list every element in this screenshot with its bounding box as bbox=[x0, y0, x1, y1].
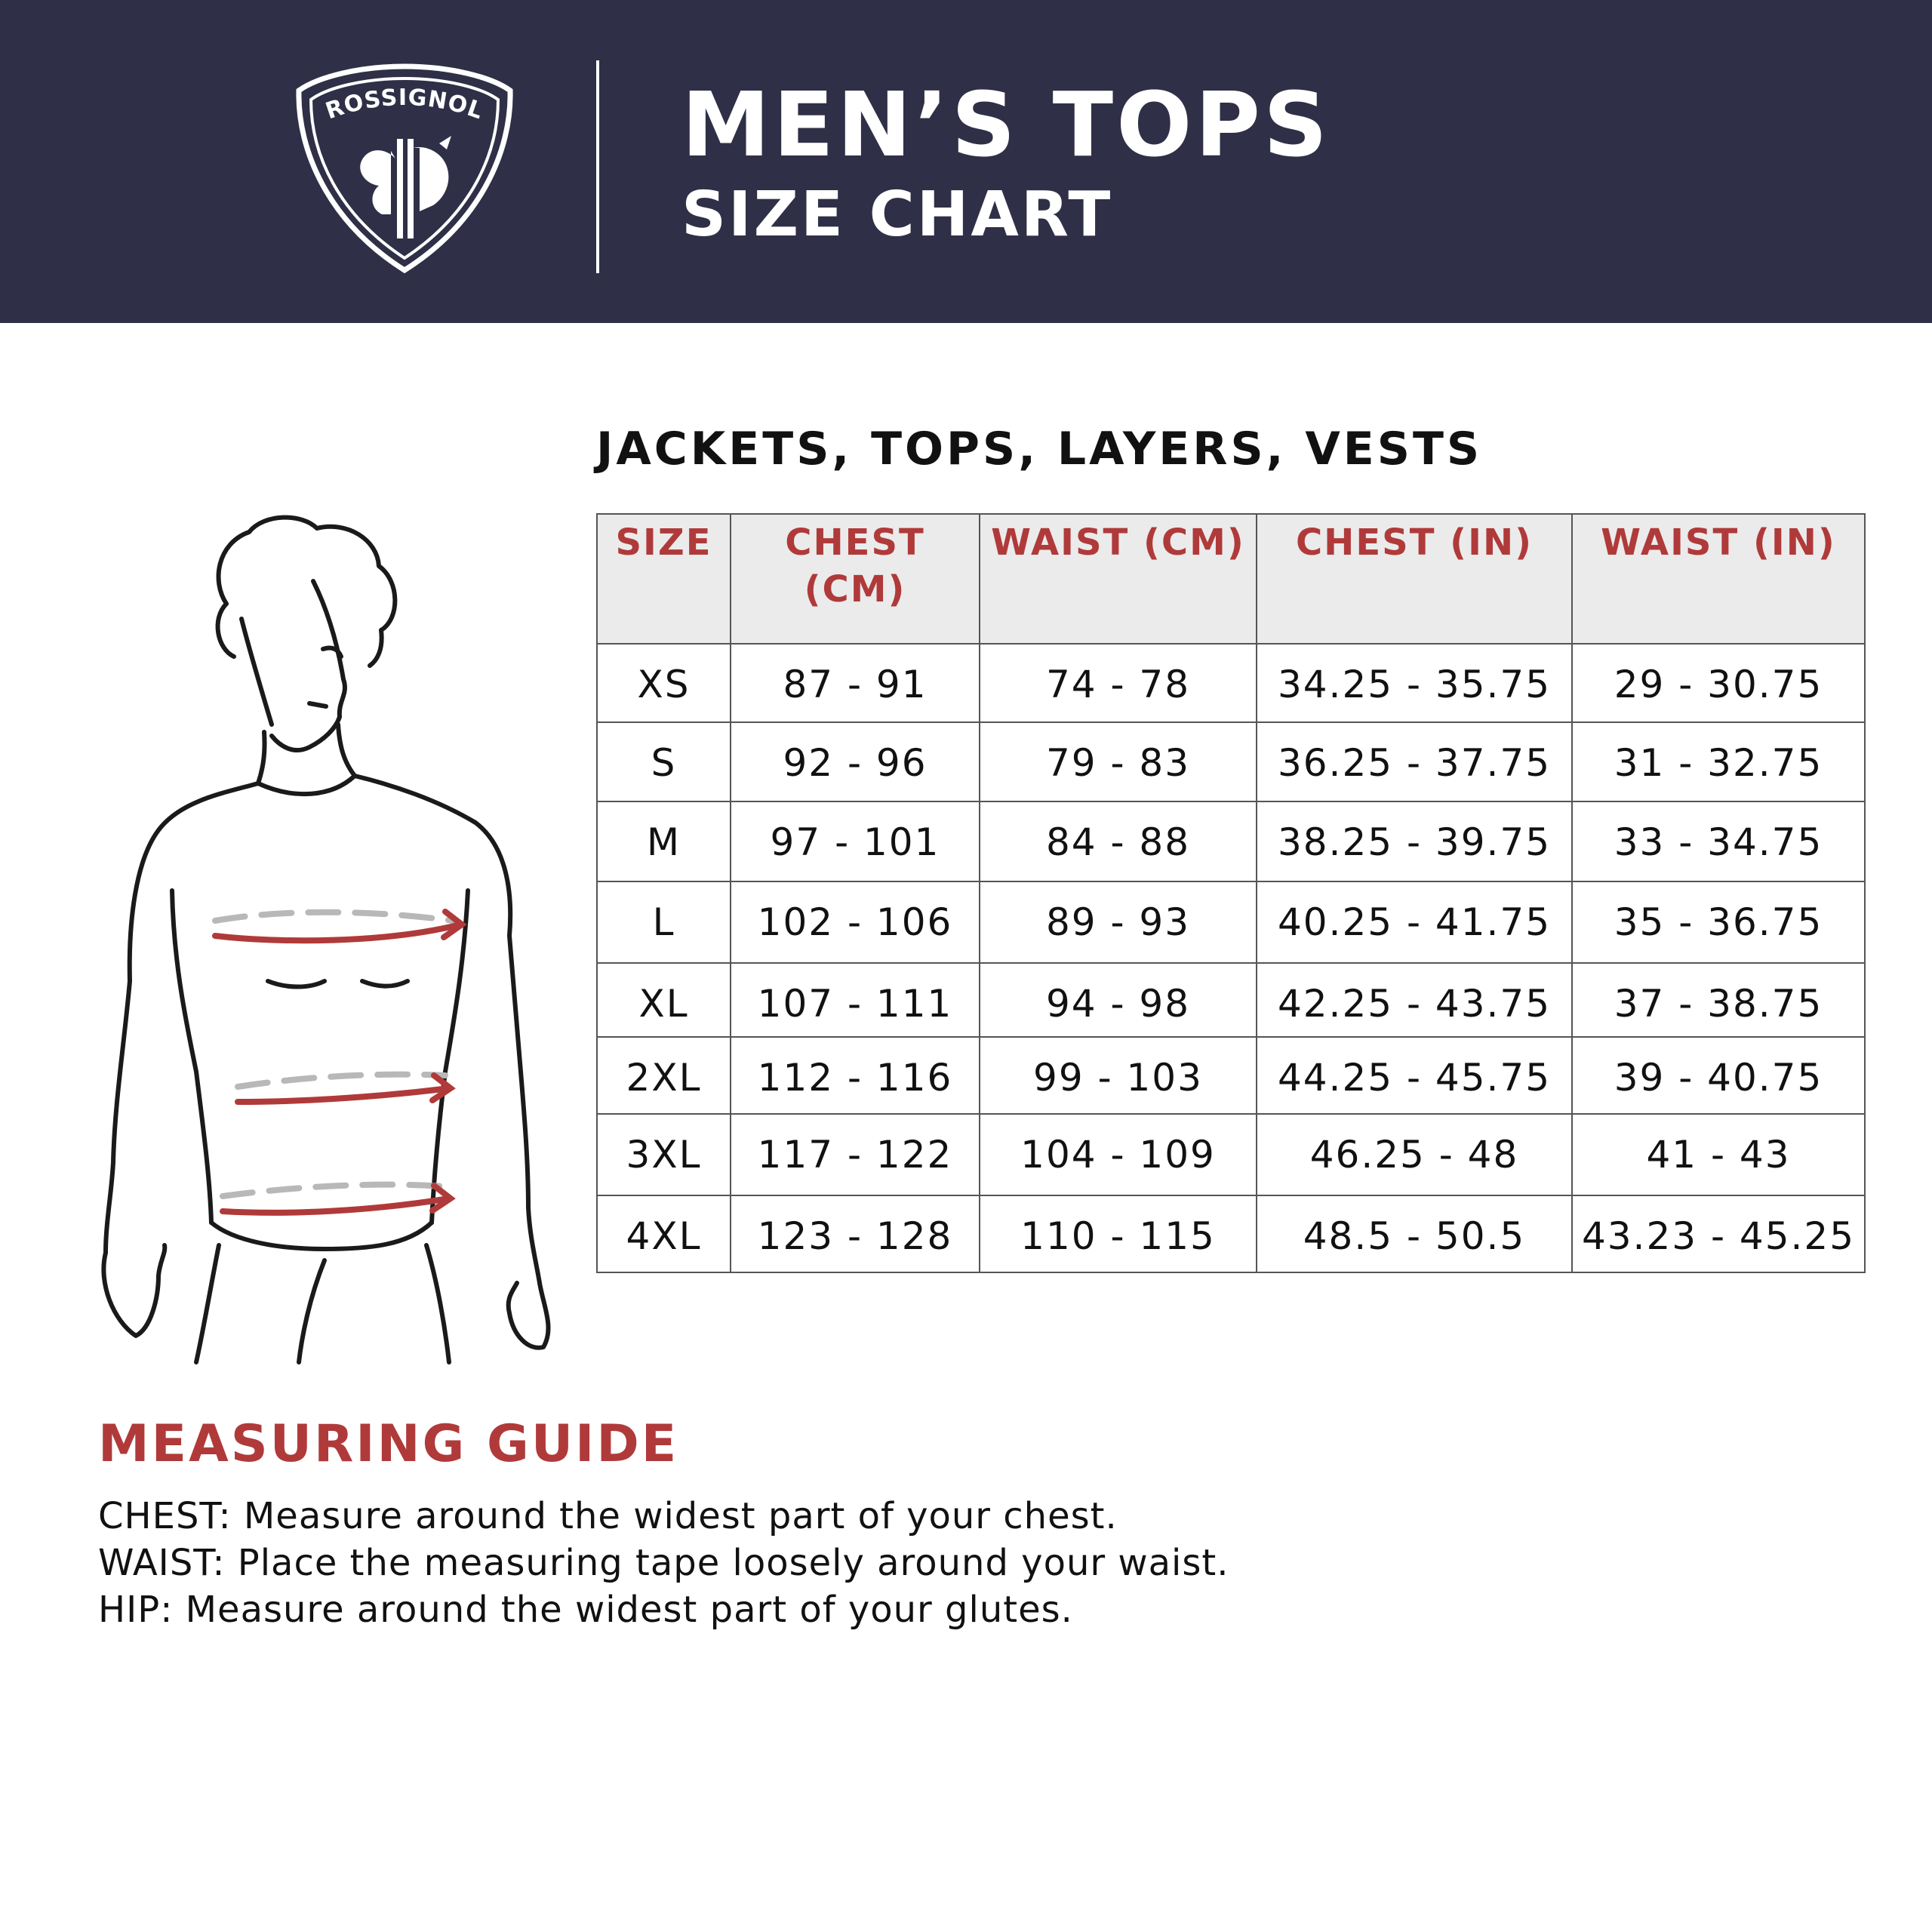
table-row bbox=[597, 1195, 1865, 1272]
table-row bbox=[597, 881, 1865, 963]
cell-waist-in: 37 - 38.75 bbox=[1572, 963, 1865, 1037]
size-table bbox=[596, 513, 1866, 1273]
table-row bbox=[597, 963, 1865, 1037]
cell-chest-cm: 97 - 101 bbox=[731, 801, 980, 881]
cell-size: 3XL bbox=[597, 1114, 731, 1195]
header-banner bbox=[0, 0, 1932, 323]
cell-chest-cm: 87 - 91 bbox=[731, 644, 980, 722]
body-measurement-illustration bbox=[83, 498, 596, 1366]
cell-size: XL bbox=[597, 963, 731, 1037]
cell-waist-in: 35 - 36.75 bbox=[1572, 881, 1865, 963]
page-title: MEN’S TOPS bbox=[681, 72, 1331, 177]
page-subtitle: SIZE CHART bbox=[681, 179, 1113, 251]
cell-chest-cm: 117 - 122 bbox=[731, 1114, 980, 1195]
measuring-guide-title: MEASURING GUIDE bbox=[98, 1414, 679, 1474]
cell-chest-cm: 107 - 111 bbox=[731, 963, 980, 1037]
cell-chest-in: 34.25 - 35.75 bbox=[1257, 644, 1572, 722]
cell-waist-in: 43.23 - 45.25 bbox=[1572, 1195, 1865, 1272]
table-row bbox=[597, 801, 1865, 881]
header-chest-cm: CHEST (CM) bbox=[731, 514, 980, 644]
cell-size: S bbox=[597, 722, 731, 801]
cell-chest-in: 46.25 - 48 bbox=[1257, 1114, 1572, 1195]
table-row bbox=[597, 1037, 1865, 1114]
rossignol-logo bbox=[291, 60, 518, 275]
cell-size: L bbox=[597, 881, 731, 963]
cell-waist-cm: 79 - 83 bbox=[980, 722, 1257, 801]
table-row bbox=[597, 1114, 1865, 1195]
cell-chest-cm: 102 - 106 bbox=[731, 881, 980, 963]
section-title: JACKETS, TOPS, LAYERS, VESTS bbox=[596, 423, 1483, 475]
cell-waist-in: 39 - 40.75 bbox=[1572, 1037, 1865, 1114]
cell-size: M bbox=[597, 801, 731, 881]
guide-hip-text: HIP: Measure around the widest part of your glutes. bbox=[98, 1589, 1073, 1631]
cell-waist-in: 31 - 32.75 bbox=[1572, 722, 1865, 801]
cell-size: 4XL bbox=[597, 1195, 731, 1272]
cell-waist-cm: 89 - 93 bbox=[980, 881, 1257, 963]
header-chest-in: CHEST (IN) bbox=[1257, 514, 1572, 644]
cell-waist-in: 33 - 34.75 bbox=[1572, 801, 1865, 881]
cell-size: XS bbox=[597, 644, 731, 722]
cell-chest-cm: 112 - 116 bbox=[731, 1037, 980, 1114]
cell-waist-in: 41 - 43 bbox=[1572, 1114, 1865, 1195]
cell-chest-cm: 92 - 96 bbox=[731, 722, 980, 801]
cell-chest-in: 36.25 - 37.75 bbox=[1257, 722, 1572, 801]
cell-chest-in: 40.25 - 41.75 bbox=[1257, 881, 1572, 963]
cell-waist-cm: 84 - 88 bbox=[980, 801, 1257, 881]
cell-waist-cm: 99 - 103 bbox=[980, 1037, 1257, 1114]
header-size: SIZE bbox=[597, 514, 731, 644]
header-waist-cm: WAIST (CM) bbox=[980, 514, 1257, 644]
header-waist-in: WAIST (IN) bbox=[1572, 514, 1865, 644]
table-header-row bbox=[597, 514, 1865, 644]
cell-waist-cm: 74 - 78 bbox=[980, 644, 1257, 722]
table-row bbox=[597, 722, 1865, 801]
cell-chest-in: 42.25 - 43.75 bbox=[1257, 963, 1572, 1037]
header-divider bbox=[596, 60, 599, 273]
cell-waist-in: 29 - 30.75 bbox=[1572, 644, 1865, 722]
cell-chest-in: 38.25 - 39.75 bbox=[1257, 801, 1572, 881]
cell-waist-cm: 104 - 109 bbox=[980, 1114, 1257, 1195]
cell-size: 2XL bbox=[597, 1037, 731, 1114]
guide-chest-text: CHEST: Measure around the widest part of your chest. bbox=[98, 1495, 1118, 1537]
guide-waist-text: WAIST: Place the measuring tape loosely around your waist. bbox=[98, 1542, 1229, 1584]
cell-waist-cm: 110 - 115 bbox=[980, 1195, 1257, 1272]
table-row bbox=[597, 644, 1865, 722]
cell-chest-in: 48.5 - 50.5 bbox=[1257, 1195, 1572, 1272]
cell-waist-cm: 94 - 98 bbox=[980, 963, 1257, 1037]
cell-chest-in: 44.25 - 45.75 bbox=[1257, 1037, 1572, 1114]
svg-text:ROSSIGNOL: ROSSIGNOL bbox=[322, 84, 487, 125]
cell-chest-cm: 123 - 128 bbox=[731, 1195, 980, 1272]
